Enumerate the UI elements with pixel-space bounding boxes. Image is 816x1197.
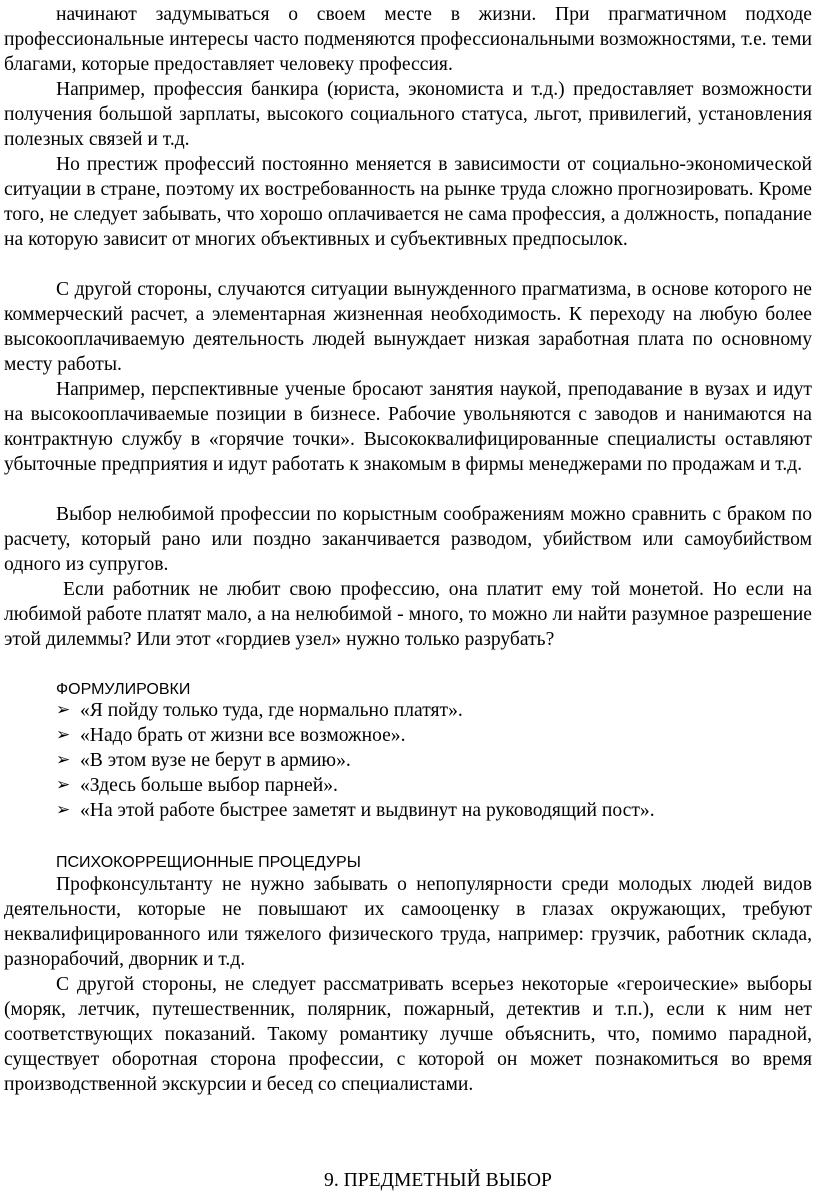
paragraph-4: С другой стороны, случаются ситуации вынужденного прагматизма, в основе которого не коммерческий расчет, а элементарная жизненная необходимость. К переходу на любую более высокооплачиваемую деятельность людей вынуждает низкая заработная плата по основному месту работы.	[4, 279, 812, 375]
arrow-right-icon: ➢	[56, 700, 71, 720]
list-item: ➢ «В этом вузе не берут в армию».	[56, 750, 351, 771]
list-item: ➢ «Здесь больше выбор парней».	[56, 775, 338, 796]
procedures-paragraph-2: С другой стороны, не следует рассматривать всерьез некоторые «героические» выборы (моряк, летчик, путешественник, полярник, пожарный, детектив и т.п.), если к ним нет соответствующих показаний. Такому романтику лучше объяснить, что, помимо парадной, существует оборотная сторона профессии, с которой он может познакомиться во время производственной экскурсии и бесед со специалистами.	[4, 974, 812, 1095]
paragraph-5: Например, перспективные ученые бросают занятия наукой, преподавание в вузах и идут на высокооплачиваемые позиции в бизнесе. Рабочие увольняются с заводов и нанимаются на контрактную службу в «горячие точки». Высококвалифицированные специалисты оставляют убыточные предприятия и идут работать к знакомым в фирмы менеджерами по продажам и т.д.	[4, 379, 812, 475]
formulations-heading: ФОРМУЛИРОВКИ	[56, 681, 191, 698]
paragraph-3: Но престиж профессий постоянно меняется в зависимости от социально-экономической ситуации в стране, поэтому их востребованность на рынке труда сложно прогнозировать. Кроме того, не следует забывать, что хорошо оплачивается не сама профессия, а должность, попадание на которую зависит от многих объективных и субъективных предпосылок.	[4, 154, 812, 250]
arrow-right-icon: ➢	[56, 800, 71, 820]
arrow-right-icon: ➢	[56, 775, 71, 795]
arrow-right-icon: ➢	[56, 725, 71, 745]
procedures-paragraph-1: Профконсультанту не нужно забывать о непопулярности среди молодых людей видов деятельности, которые не повышают их самооценку в глазах окружающих, требуют неквалифицированного или тяжелого физического труда, например: грузчик, работник склада, разнорабочий, дворник и т.д.	[4, 874, 812, 970]
section-title: 9. ПРЕДМЕТНЫЙ ВЫБОР	[324, 1170, 552, 1191]
list-item: ➢ «На этой работе быстрее заметят и выдвинут на руководящий пост».	[56, 800, 655, 821]
formulations-list	[56, 698, 816, 823]
paragraph-6: Выбор нелюбимой профессии по корыстным соображениям можно сравнить с браком по расчету, который рано или поздно заканчивается разводом, убийством или самоубийством одного из супругов.	[4, 504, 812, 575]
list-item: ➢ «Я пойду только туда, где нормально платят».	[56, 700, 463, 721]
paragraph-1: начинают задумываться о своем месте в жизни. При прагматичном подходе профессиональные интересы часто подменяются профессиональными возможностями, т.е. теми благами, которые предоставляет человеку профессия.	[4, 4, 812, 75]
paragraph-7: Если работник не любит свою профессию, она платит ему той монетой. Но если на любимой работе платят мало, а на нелюбимой - много, то можно ли найти разумное разрешение этой дилеммы? Или этот «гордиев узел» нужно только разрубать?	[4, 579, 812, 650]
paragraph-2: Например, профессия банкира (юриста, экономиста и т.д.) предоставляет возможности получения большой зарплаты, высокого социального статуса, льгот, привилегий, установления полезных связей и т.д.	[4, 79, 812, 150]
procedures-heading: ПСИХОКОРРЕЩИОННЫЕ ПРОЦЕДУРЫ	[56, 854, 361, 871]
list-item: ➢ «Надо брать от жизни все возможное».	[56, 725, 406, 746]
arrow-right-icon: ➢	[56, 750, 71, 770]
